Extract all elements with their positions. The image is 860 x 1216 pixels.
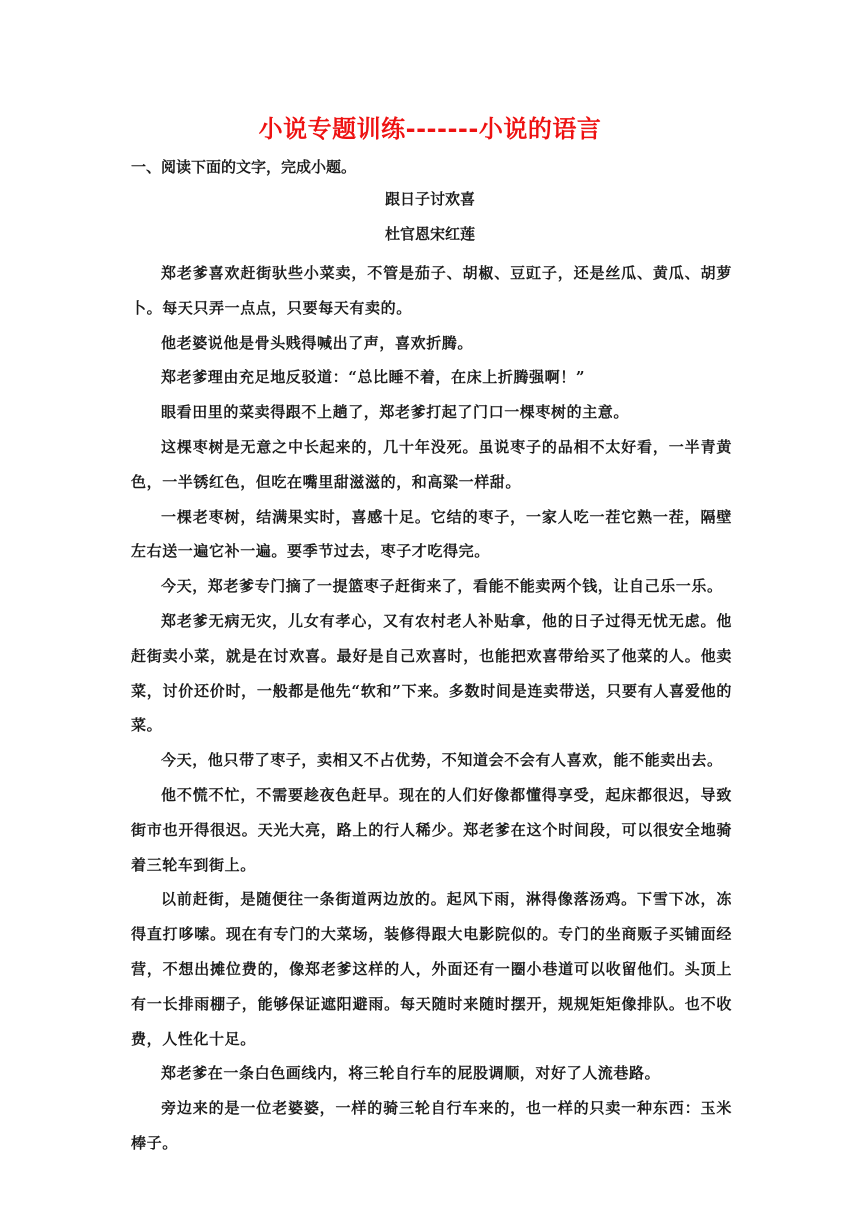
paragraph: 旁边来的是一位老婆婆，一样的骑三轮自行车来的，也一样的只卖一种东西：玉米棒子。 <box>131 1099 732 1152</box>
paragraph: 今天，他只带了枣子，卖相又不占优势，不知道会不会有人喜欢，能不能卖出去。 <box>161 751 723 770</box>
paragraph: 郑老爹在一条白色画线内，将三轮自行车的屁股调顺，对好了人流巷路。 <box>161 1064 661 1083</box>
story-title: 跟日子讨欢喜 <box>384 190 475 208</box>
paragraph: 一棵老枣树，结满果实时，喜感十足。它结的枣子，一家人吃一茬它熟一茬，隔壁左右送一遍它补一遍。要季节过去，枣子才吃得完。 <box>131 507 732 561</box>
section-heading: 一、阅读下面的文字，完成小题。 <box>131 158 357 176</box>
paragraph: 今天，郑老爹专门摘了一提篮枣子赶街来了，看能不能卖两个钱，让自己乐一乐。 <box>161 577 723 596</box>
paragraph: 郑老爹喜欢赶街驮些小菜卖，不管是茄子、胡椒、豆豇子，还是丝瓜、黄瓜、胡萝卜。每天只弄一点点，只要每天有卖的。 <box>131 264 732 317</box>
paragraph: 郑老爹理由充足地反驳道：“总比睡不着，在床上折腾强啊！” <box>161 368 586 387</box>
document-title: 小说专题训练-------小说的语言 <box>258 115 602 143</box>
story-author: 杜官恩宋红莲 <box>384 225 475 243</box>
paragraph: 眼看田里的菜卖得跟不上趟了，郑老爹打起了门口一棵枣树的主意。 <box>161 403 630 422</box>
paragraph: 他老婆说他是骨头贱得喊出了声，喜欢折腾。 <box>161 333 474 352</box>
paragraph: 这棵枣树是无意之中长起来的，几十年没死。虽说枣子的品相不太好看，一半青黄色，一半锈红色，但吃在嘴里甜滋滋的，和高粱一样甜。 <box>131 437 732 491</box>
story-body <box>131 256 732 1161</box>
paragraph: 郑老爹无病无灾，儿女有孝心，又有农村老人补贴拿，他的日子过得无忧无虑。他赶街卖小菜，就是在讨欢喜。最好是自己欢喜时，也能把欢喜带给买了他菜的人。他卖菜，讨价还价时，一般都是他先“软和”下来。多数时间是连卖带送，只要有人喜爱他的菜。 <box>131 611 732 735</box>
paragraph: 以前赶街，是随便往一条街道两边放的。起风下雨，淋得像落汤鸡。下雪下冰，冻得直打哆嗦。现在有专门的大菜场，装修得跟大电影院似的。专门的坐商贩子买铺面经营，不想出摊位费的，像郑老爹这样的人，外面还有一圈小巷道可以收留他们。头顶上有一长排雨棚子，能够保证遮阳避雨。每天随时来随时摆开，规规矩矩像排队。也不收费，人性化十足。 <box>131 890 732 1048</box>
paragraph: 他不慌不忙，不需要趁夜色赶早。现在的人们好像都懂得享受，起床都很迟，导致街市也开得很迟。天光大亮，路上的行人稀少。郑老爹在这个时间段，可以很安全地骑着三轮车到街上。 <box>131 785 732 874</box>
